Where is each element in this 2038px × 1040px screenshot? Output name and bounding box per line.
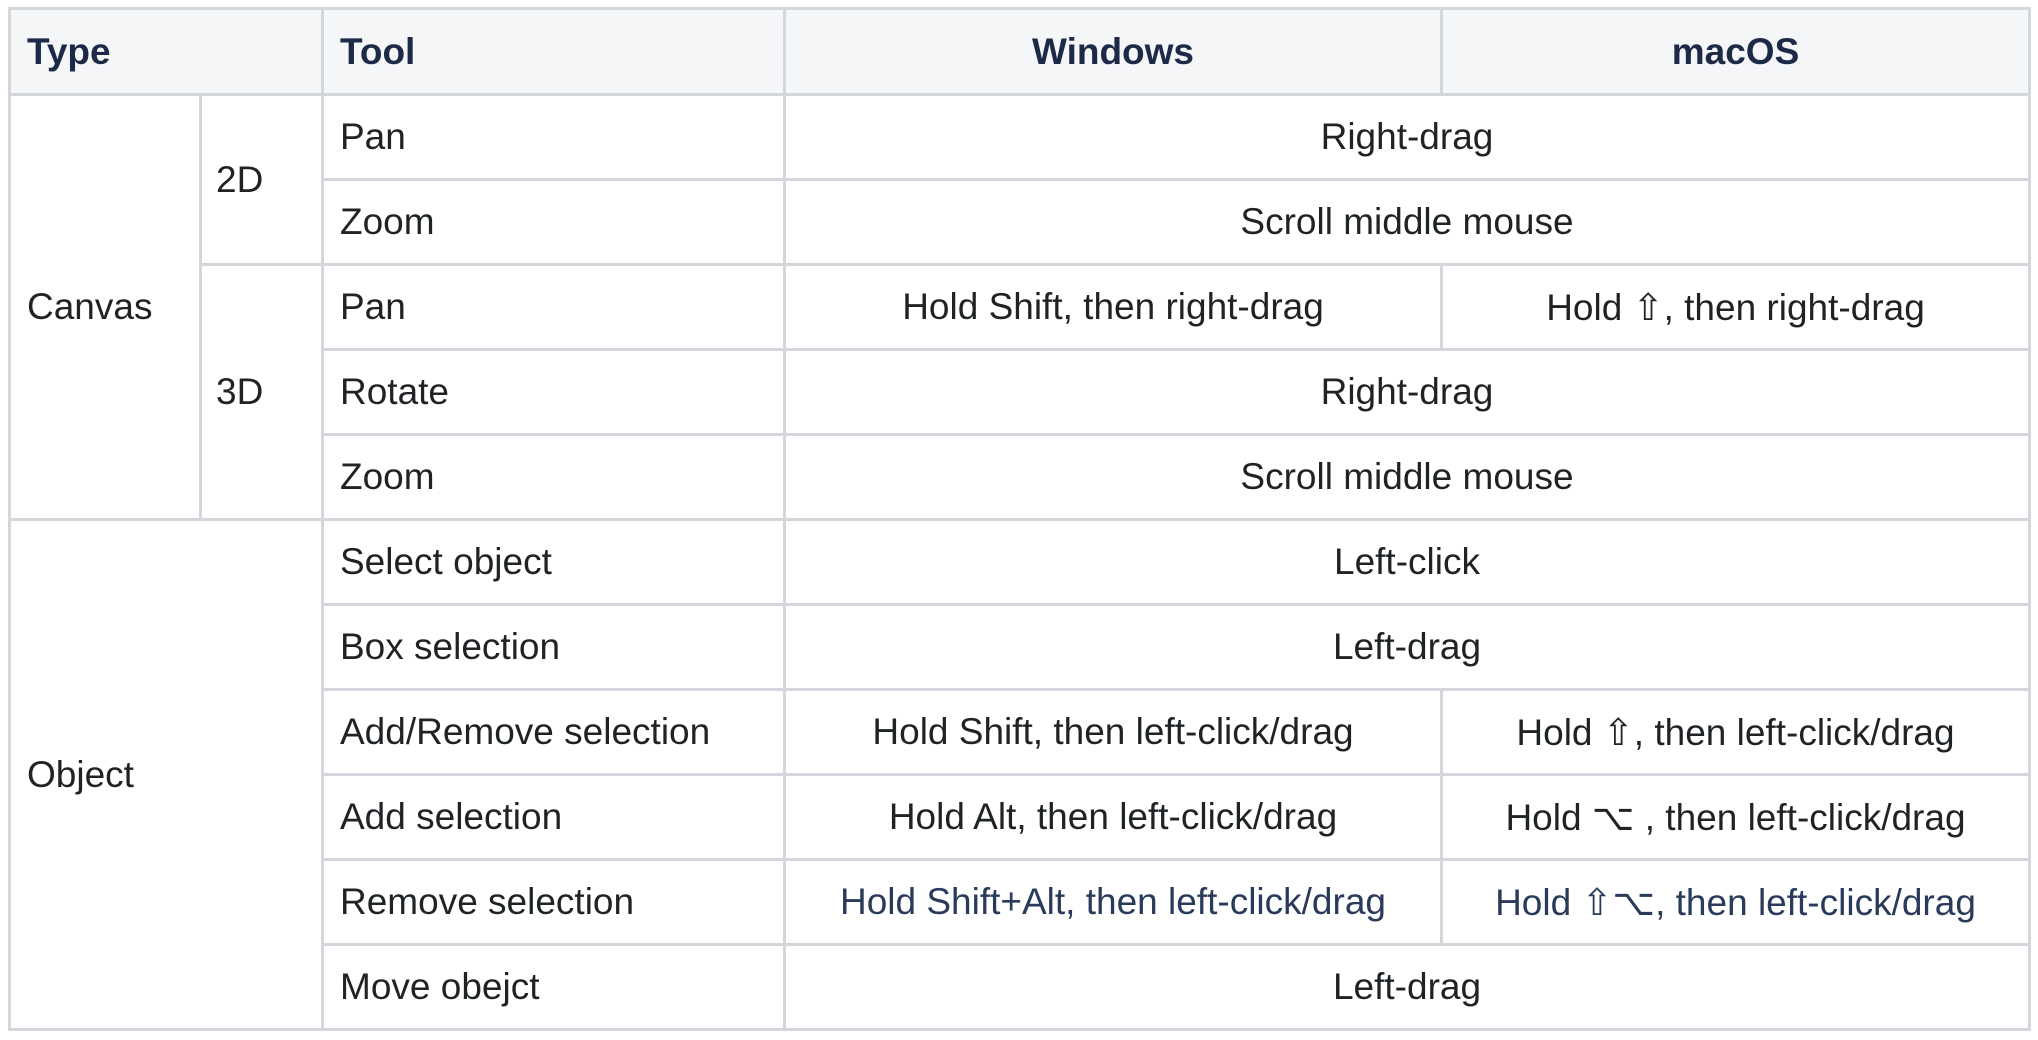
shortcut-shared: Right-drag bbox=[785, 350, 2030, 435]
tool-cell: Zoom bbox=[323, 180, 785, 265]
group-canvas-2d: 2D bbox=[201, 95, 323, 265]
tool-cell: Add/Remove selection bbox=[323, 690, 785, 775]
shortcut-shared: Left-drag bbox=[785, 605, 2030, 690]
table-body bbox=[10, 95, 2030, 1030]
mouse-shortcuts-table bbox=[8, 7, 2031, 1031]
shortcut-shared: Right-drag bbox=[785, 95, 2030, 180]
header-row bbox=[10, 9, 2030, 95]
table-row bbox=[10, 520, 2030, 605]
shortcut-shared: Scroll middle mouse bbox=[785, 180, 2030, 265]
shortcut-shared: Left-click bbox=[785, 520, 2030, 605]
header-tool: Tool bbox=[323, 9, 785, 95]
group-canvas-3d: 3D bbox=[201, 265, 323, 520]
shortcut-macos: Hold ⌥ , then left-click/drag bbox=[1442, 775, 2030, 860]
tool-cell: Move obejct bbox=[323, 945, 785, 1030]
tool-cell: Select object bbox=[323, 520, 785, 605]
tool-cell: Pan bbox=[323, 95, 785, 180]
table-row bbox=[10, 265, 2030, 350]
shortcut-windows: Hold Shift, then right-drag bbox=[785, 265, 1442, 350]
header-windows: Windows bbox=[785, 9, 1442, 95]
shortcut-windows: Hold Alt, then left-click/drag bbox=[785, 775, 1442, 860]
shortcut-shared: Scroll middle mouse bbox=[785, 435, 2030, 520]
shortcut-windows: Hold Shift+Alt, then left-click/drag bbox=[785, 860, 1442, 945]
shortcuts-table-container bbox=[8, 7, 2031, 1031]
shortcut-shared: Left-drag bbox=[785, 945, 2030, 1030]
table-header bbox=[10, 9, 2030, 95]
group-canvas: Canvas bbox=[10, 95, 201, 520]
tool-cell: Zoom bbox=[323, 435, 785, 520]
tool-cell: Remove selection bbox=[323, 860, 785, 945]
tool-cell: Box selection bbox=[323, 605, 785, 690]
tool-cell: Pan bbox=[323, 265, 785, 350]
header-macos: macOS bbox=[1442, 9, 2030, 95]
shortcut-macos: Hold ⇧⌥, then left-click/drag bbox=[1442, 860, 2030, 945]
shortcut-windows: Hold Shift, then left-click/drag bbox=[785, 690, 1442, 775]
header-type: Type bbox=[10, 9, 323, 95]
tool-cell: Rotate bbox=[323, 350, 785, 435]
table-row bbox=[10, 95, 2030, 180]
tool-cell: Add selection bbox=[323, 775, 785, 860]
shortcut-macos: Hold ⇧, then right-drag bbox=[1442, 265, 2030, 350]
group-object: Object bbox=[10, 520, 323, 1030]
shortcut-macos: Hold ⇧, then left-click/drag bbox=[1442, 690, 2030, 775]
